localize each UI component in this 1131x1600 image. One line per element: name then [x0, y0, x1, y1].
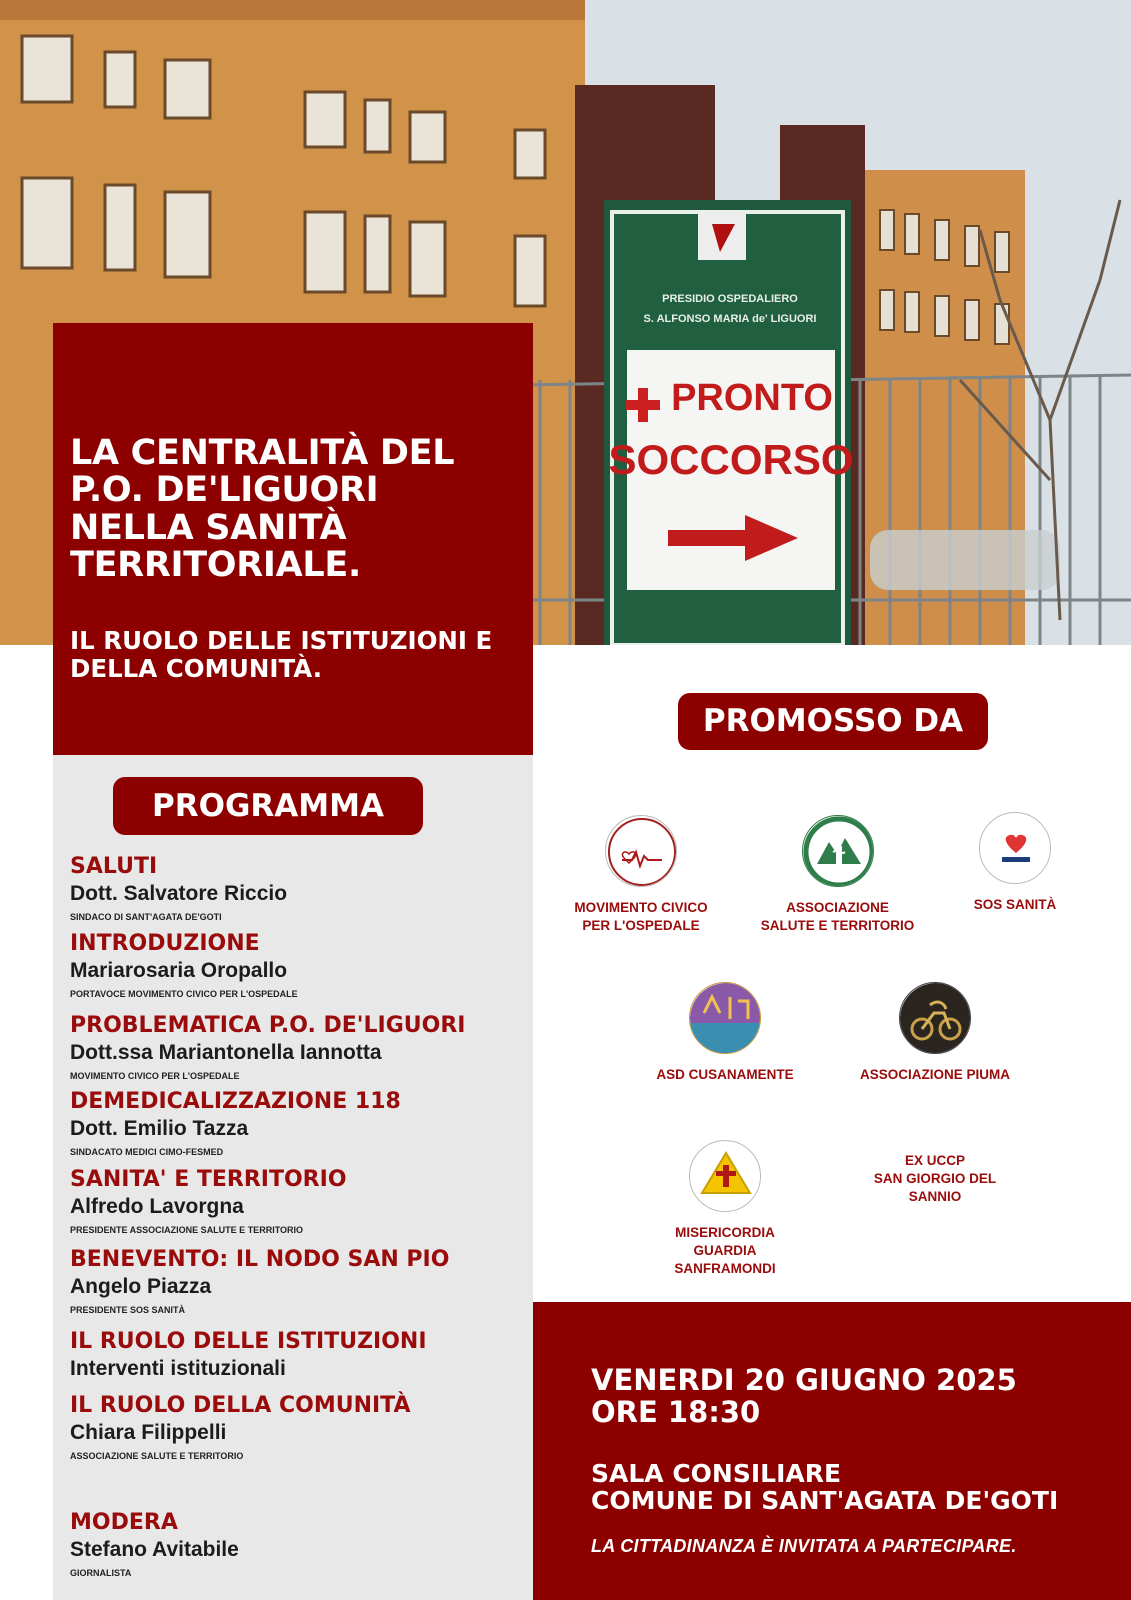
program-label: PROGRAMMA [113, 777, 423, 835]
sign-line1: PRESIDIO OSPEDALIERO [662, 293, 798, 305]
program-item [70, 1393, 520, 1510]
sos-sanita-logo [979, 812, 1051, 884]
program-item-speaker: Angelo Piazza [70, 1275, 212, 1298]
promoter-name-line2: GUARDIA [693, 1243, 757, 1258]
subtitle: IL RUOLO DELLE ISTITUZIONI E DELLA COMUNITÀ. [70, 625, 493, 683]
program-item-title: INTRODUZIONE [70, 931, 260, 956]
promoter-name-line2: SAN GIORGIO DEL [873, 1171, 997, 1186]
moderator [70, 1510, 520, 1579]
program-item-title: BENEVENTO: IL NODO SAN PIO [70, 1247, 450, 1272]
promoter-name-line1: ASSOCIAZIONE [786, 900, 889, 915]
event-place-line1: SALA CONSILIARE [591, 1459, 842, 1488]
sign-line2: S. ALFONSO MARIA de' LIGUORI [643, 313, 817, 325]
program-item-title: IL RUOLO DELLA COMUNITÀ [70, 1393, 411, 1418]
program-item-role: SINDACATO MEDICI CIMO-FESMED [70, 1147, 224, 1157]
program-item-title: SANITA' E TERRITORIO [70, 1167, 347, 1192]
program-item [70, 1089, 520, 1167]
sign-soccorso: SOCCORSO [608, 436, 854, 483]
program-item-role: PRESIDENTE ASSOCIAZIONE SALUTE E TERRITORIO [70, 1225, 304, 1235]
event-block [533, 1302, 1131, 1600]
program-item [70, 1247, 520, 1329]
promoters-label: PROMOSSO DA [678, 693, 988, 750]
event-time: ORE 18:30 [591, 1395, 761, 1429]
movimento-civico-logo [605, 815, 677, 887]
program-item-speaker: Chiara Filippelli [70, 1421, 227, 1444]
promoter-movimento-civico [556, 815, 726, 935]
event-invite: LA CITTADINANZA È INVITATA A PARTECIPARE. [591, 1536, 1017, 1556]
promoter-name: SOS SANITÀ [973, 897, 1057, 912]
promoter-ex-uccp [855, 1152, 1015, 1206]
moderator-title: MODERA [70, 1510, 178, 1535]
promoter-name-line2: PER L'OSPEDALE [582, 918, 700, 933]
program-item [70, 1329, 520, 1393]
program-item-speaker: Dott. Emilio Tazza [70, 1117, 249, 1140]
title-block [53, 323, 533, 755]
program-item-speaker: Interventi istituzionali [70, 1357, 286, 1380]
program-item [70, 854, 520, 931]
program-item-role: ASSOCIAZIONE SALUTE E TERRITORIO [70, 1451, 244, 1461]
promoter-name-line1: MISERICORDIA [675, 1225, 775, 1240]
promoter-salute-territorio [750, 815, 925, 935]
program-panel [53, 755, 533, 1600]
moderator-role: GIORNALISTA [70, 1568, 132, 1578]
promoter-associazione-piuma [845, 982, 1025, 1084]
promoter-name: ASSOCIAZIONE PIUMA [859, 1067, 1010, 1082]
piuma-logo [899, 982, 971, 1054]
promoter-name-line1: EX UCCP [904, 1153, 965, 1168]
promoter-name-line2: SALUTE E TERRITORIO [760, 918, 915, 933]
program-item-role: MOVIMENTO CIVICO PER L'OSPEDALE [70, 1071, 240, 1081]
promoter-sos-sanita [945, 812, 1085, 914]
program-item-speaker: Mariarosaria Oropallo [70, 959, 288, 982]
program-item-role: SINDACO DI SANT'AGATA DE'GOTI [70, 912, 222, 922]
asd-cusanamente-logo [689, 982, 761, 1054]
program-item-speaker: Alfredo Lavorgna [70, 1195, 244, 1218]
program-item-role: PRESIDENTE SOS SANITÀ [70, 1305, 186, 1315]
program-item [70, 1167, 520, 1247]
misericordia-logo [689, 1140, 761, 1212]
moderator-name: Stefano Avitabile [70, 1538, 239, 1561]
program-item [70, 931, 520, 1013]
program-list [70, 854, 520, 1579]
main-title: LA CENTRALITÀ DEL P.O. DE'LIGUORI NELLA SANITÀ TERRITORIALE. [70, 433, 455, 586]
promoter-name: ASD CUSANAMENTE [656, 1067, 794, 1082]
program-item-speaker: Dott. Salvatore Riccio [70, 882, 288, 905]
program-item-speaker: Dott.ssa Mariantonella Iannotta [70, 1041, 382, 1064]
program-item [70, 1013, 520, 1089]
event-place-line2: COMUNE DI SANT'AGATA DE'GOTI [591, 1486, 1059, 1515]
promoter-asd-cusanamente [640, 982, 810, 1084]
program-item-role: PORTAVOCE MOVIMENTO CIVICO PER L'OSPEDALE [70, 989, 298, 999]
sign-pronto: PRONTO [671, 377, 833, 419]
program-item-title: DEMEDICALIZZAZIONE 118 [70, 1089, 401, 1114]
program-item-title: PROBLEMATICA P.O. DE'LIGUORI [70, 1013, 466, 1038]
promoter-name-line1: MOVIMENTO CIVICO [574, 900, 708, 915]
program-item-title: IL RUOLO DELLE ISTITUZIONI [70, 1329, 427, 1354]
program-item-title: SALUTI [70, 854, 158, 879]
event-date: VENERDI 20 GIUGNO 2025 [591, 1363, 1017, 1397]
promoter-misericordia [655, 1140, 795, 1278]
promoter-name-line3: SANNIO [908, 1189, 962, 1204]
promoter-name-line3: SANFRAMONDI [674, 1261, 776, 1276]
salute-territorio-logo [802, 815, 874, 887]
